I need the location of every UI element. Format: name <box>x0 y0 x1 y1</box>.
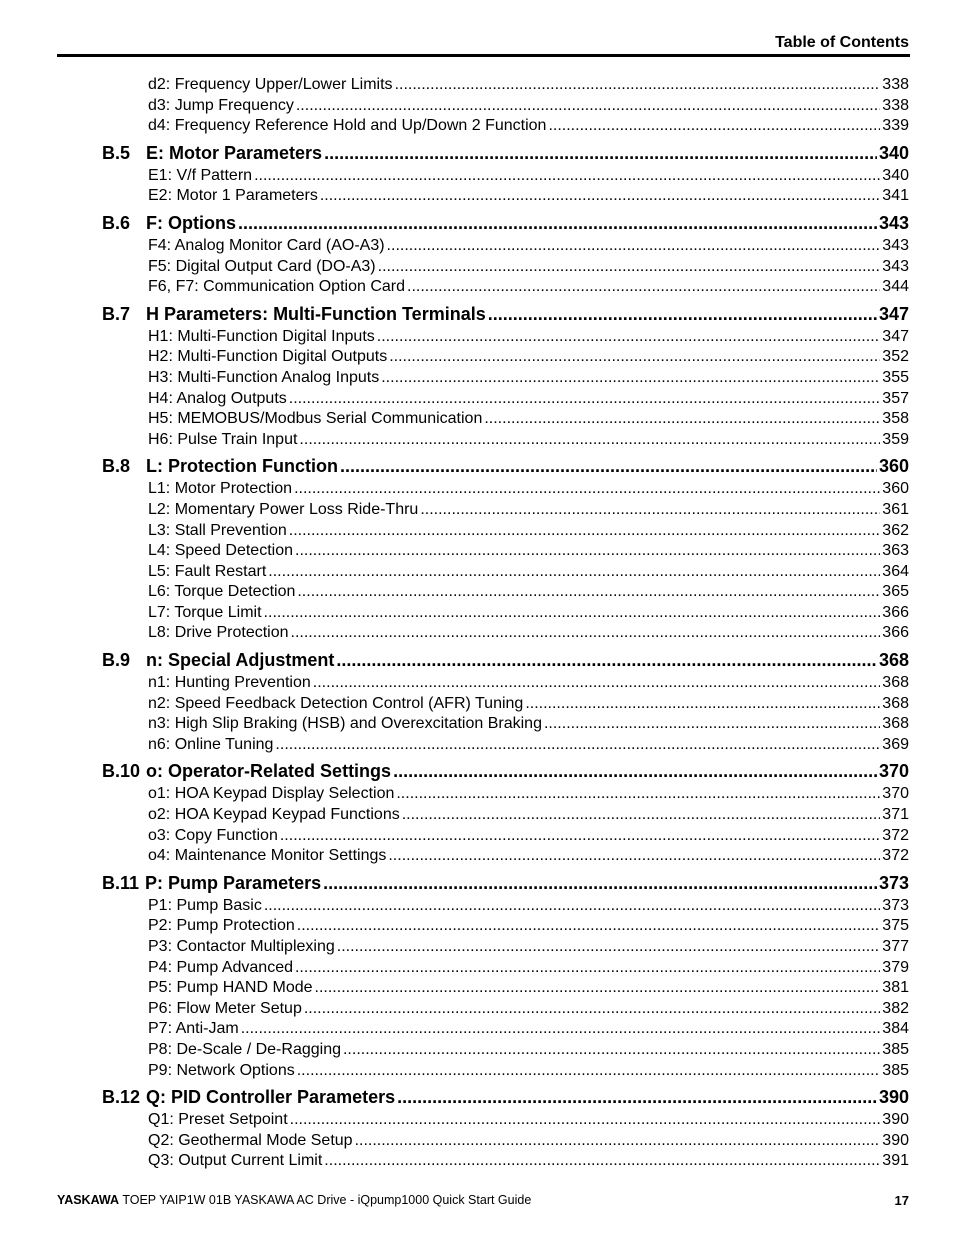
toc-section-label <box>102 211 236 235</box>
toc-entry-row[interactable] <box>102 368 909 389</box>
dot-leader <box>323 871 877 895</box>
toc-entry-row[interactable] <box>102 1040 909 1061</box>
toc-page-number: 368 <box>882 694 909 712</box>
dot-leader <box>389 347 880 368</box>
toc-page-number: 360 <box>878 456 909 477</box>
toc-page-number: 375 <box>882 917 909 935</box>
dot-leader <box>289 521 881 542</box>
toc-entry-label <box>148 562 266 583</box>
toc-page-number: 390 <box>882 1131 909 1149</box>
toc-page-number: 390 <box>882 1111 909 1129</box>
dot-leader <box>289 389 881 410</box>
dot-leader <box>336 648 877 672</box>
dot-leader <box>340 454 877 478</box>
dot-leader <box>275 735 880 756</box>
dot-leader <box>241 1019 881 1040</box>
toc-entry-row[interactable] <box>102 582 909 603</box>
toc-section-row[interactable] <box>102 302 909 326</box>
toc-page-number: 368 <box>882 715 909 733</box>
table-of-contents <box>102 75 909 1172</box>
toc-entry-label <box>148 805 400 826</box>
dot-leader <box>295 541 880 562</box>
toc-entry-label <box>148 116 546 137</box>
dot-leader <box>297 1061 881 1082</box>
toc-page-number: 359 <box>882 430 909 448</box>
toc-entry-label <box>148 368 379 389</box>
toc-entry-label <box>148 978 313 999</box>
toc-section-code: B.10 <box>102 761 141 782</box>
toc-entry-row[interactable] <box>102 541 909 562</box>
toc-page-number: 370 <box>882 785 909 803</box>
dot-leader <box>264 603 881 624</box>
toc-title: P7: Anti-Jam <box>148 1020 239 1038</box>
dot-leader <box>488 302 877 326</box>
toc-section-code: B.8 <box>102 456 131 477</box>
toc-entry-row[interactable] <box>102 347 909 368</box>
toc-entry-label <box>148 623 289 644</box>
toc-entry-row[interactable] <box>102 1019 909 1040</box>
toc-section-code: B.7 <box>102 303 131 324</box>
toc-entry-row[interactable] <box>102 116 909 137</box>
toc-entry-label <box>148 75 393 96</box>
toc-entry-label <box>148 1019 239 1040</box>
toc-page-number: 344 <box>882 278 909 296</box>
toc-page-number: 385 <box>882 1040 909 1058</box>
dot-leader <box>381 368 880 389</box>
toc-title: Q2: Geothermal Mode Setup <box>148 1131 353 1149</box>
toc-entry-label <box>148 541 293 562</box>
toc-entry-row[interactable] <box>102 562 909 583</box>
toc-page-number: 338 <box>882 96 909 114</box>
dot-leader <box>238 211 877 235</box>
toc-entry-row[interactable] <box>102 694 909 715</box>
toc-entry-row[interactable] <box>102 784 909 805</box>
toc-page-number: 352 <box>882 348 909 366</box>
dot-leader <box>297 582 880 603</box>
toc-entry-row[interactable] <box>102 978 909 999</box>
toc-entry-label <box>148 277 405 298</box>
toc-entry-row[interactable] <box>102 826 909 847</box>
toc-title: F5: Digital Output Card (DO-A3) <box>148 257 376 275</box>
dot-leader <box>304 999 880 1020</box>
toc-title: F4: Analog Monitor Card (AO-A3) <box>148 236 385 254</box>
dot-leader <box>324 141 877 165</box>
toc-entry-label <box>148 714 542 735</box>
dot-leader <box>387 236 881 257</box>
toc-page-number: 363 <box>882 542 909 560</box>
toc-section-code: B.12 <box>102 1087 141 1108</box>
footer-text: TOEP YAIP1W 01B YASKAWA AC Drive - iQpump1000 Quick Start Guide <box>122 1193 532 1207</box>
toc-title: Q3: Output Current Limit <box>148 1152 323 1170</box>
toc-section-label <box>102 871 321 895</box>
toc-entry-row[interactable] <box>102 277 909 298</box>
toc-section-label <box>102 1085 395 1109</box>
toc-entry-label <box>148 1040 341 1061</box>
dot-leader <box>268 562 880 583</box>
toc-entry-row[interactable] <box>102 958 909 979</box>
toc-entry-row[interactable] <box>102 673 909 694</box>
dot-leader <box>324 1151 880 1172</box>
toc-entry-row[interactable] <box>102 1110 909 1131</box>
toc-entry-label <box>148 1110 288 1131</box>
toc-entry-label <box>148 166 252 187</box>
toc-entry-label <box>148 389 287 410</box>
toc-title: H Parameters: Multi-Function Terminals <box>146 303 486 324</box>
toc-title: P8: De-Scale / De-Ragging <box>148 1040 341 1058</box>
toc-entry-label <box>148 937 335 958</box>
toc-title: F: Options <box>146 212 236 233</box>
toc-entry-label <box>148 347 387 368</box>
toc-title: o2: HOA Keypad Keypad Functions <box>148 806 400 824</box>
dot-leader <box>484 409 880 430</box>
toc-section-code: B.9 <box>102 650 131 671</box>
toc-entry-label <box>148 1151 322 1172</box>
toc-page-number: 362 <box>882 521 909 539</box>
toc-page-number: 366 <box>882 624 909 642</box>
dot-leader <box>294 479 880 500</box>
toc-page-number: 370 <box>878 761 909 782</box>
dot-leader <box>315 978 881 999</box>
footer-brand: YASKAWA <box>57 1193 120 1207</box>
toc-page-number: 368 <box>882 674 909 692</box>
dot-leader <box>377 327 881 348</box>
toc-page-number: 347 <box>882 327 909 345</box>
toc-title: H6: Pulse Train Input <box>148 430 298 448</box>
toc-entry-row[interactable] <box>102 500 909 521</box>
toc-page-number: 369 <box>882 735 909 753</box>
dot-leader <box>290 1110 881 1131</box>
dot-leader <box>378 257 881 278</box>
toc-page-number: 377 <box>882 938 909 955</box>
toc-title: H2: Multi-Function Digital Outputs <box>148 348 388 366</box>
toc-section-code: B.6 <box>102 212 131 233</box>
toc-title: H4: Analog Outputs <box>148 389 287 407</box>
toc-title: P5: Pump HAND Mode <box>148 979 313 997</box>
toc-entry-row[interactable] <box>102 521 909 542</box>
toc-entry-label <box>148 327 375 348</box>
toc-page-number: 371 <box>882 806 909 824</box>
dot-leader <box>297 916 881 937</box>
toc-page-number: 385 <box>882 1061 909 1079</box>
toc-entry-label <box>148 916 295 937</box>
toc-title: o4: Maintenance Monitor Settings <box>148 847 387 865</box>
dot-leader <box>388 846 880 867</box>
dot-leader <box>396 784 880 805</box>
toc-entry-row[interactable] <box>102 236 909 257</box>
toc-entry-row[interactable] <box>102 186 909 207</box>
toc-page-number: 381 <box>882 979 909 997</box>
toc-entry-label <box>148 999 302 1020</box>
toc-title: n6: Online Tuning <box>148 735 274 753</box>
toc-page-number: 358 <box>882 410 909 428</box>
dot-leader <box>264 896 880 917</box>
toc-entry-row[interactable] <box>102 389 909 410</box>
dot-leader <box>299 430 880 451</box>
toc-entry-label <box>148 236 385 257</box>
dot-leader <box>254 166 880 187</box>
toc-page-number: 373 <box>878 872 909 893</box>
toc-entry-row[interactable] <box>102 1151 909 1172</box>
toc-title: P9: Network Options <box>148 1061 295 1079</box>
toc-entry-row[interactable] <box>102 846 909 867</box>
dot-leader <box>337 937 881 958</box>
dot-leader <box>407 277 880 298</box>
dot-leader <box>402 805 881 826</box>
toc-entry-label <box>148 896 262 917</box>
toc-title: d3: Jump Frequency <box>148 96 294 114</box>
toc-title: L5: Fault Restart <box>148 562 267 580</box>
toc-page-number: 347 <box>878 303 909 324</box>
toc-page-number: 391 <box>882 1152 909 1170</box>
toc-section-label <box>102 759 391 783</box>
toc-entry-label <box>148 735 273 756</box>
dot-leader <box>395 75 881 96</box>
header-rule <box>57 54 910 57</box>
toc-title: P6: Flow Meter Setup <box>148 999 302 1017</box>
toc-page-number: 340 <box>882 166 909 184</box>
toc-page-number: 338 <box>882 76 909 93</box>
toc-title: E1: V/f Pattern <box>148 166 253 184</box>
toc-entry-label <box>148 958 293 979</box>
toc-section-code: B.5 <box>102 142 131 163</box>
dot-leader <box>343 1040 880 1061</box>
toc-entry-label <box>148 673 311 694</box>
toc-section-label <box>102 302 486 326</box>
dot-leader <box>320 186 880 207</box>
toc-entry-label <box>148 479 292 500</box>
toc-title: L8: Drive Protection <box>148 624 289 642</box>
dot-leader <box>544 714 880 735</box>
toc-page-number: 343 <box>882 257 909 275</box>
toc-page-number: 365 <box>882 583 909 601</box>
toc-entry-label <box>148 784 394 805</box>
footer <box>57 1193 531 1207</box>
toc-title: Q: PID Controller Parameters <box>146 1087 396 1108</box>
toc-title: d4: Frequency Reference Hold and Up/Down 2 Function <box>148 117 547 135</box>
toc-page-number: 372 <box>882 847 909 865</box>
toc-section-row[interactable] <box>102 141 909 165</box>
toc-entry-row[interactable] <box>102 805 909 826</box>
toc-entry-row[interactable] <box>102 623 909 644</box>
toc-title: L6: Torque Detection <box>148 583 296 601</box>
toc-page-number: 372 <box>882 826 909 844</box>
dot-leader <box>525 694 880 715</box>
toc-section-row[interactable] <box>102 648 909 672</box>
toc-entry-label <box>148 430 297 451</box>
toc-entry-label <box>148 96 294 117</box>
dot-leader <box>420 500 880 521</box>
toc-page-number: 384 <box>882 1020 909 1038</box>
toc-entry-row[interactable] <box>102 937 909 958</box>
toc-title: P2: Pump Protection <box>148 917 295 935</box>
toc-title: n: Special Adjustment <box>146 650 335 671</box>
toc-title: n3: High Slip Braking (HSB) and Overexcitation Braking <box>148 715 542 733</box>
toc-title: Q1: Preset Setpoint <box>148 1111 288 1129</box>
toc-entry-row[interactable] <box>102 896 909 917</box>
toc-entry-row[interactable] <box>102 999 909 1020</box>
toc-title: P: Pump Parameters <box>145 872 322 893</box>
toc-page-number: 341 <box>882 187 909 205</box>
toc-entry-row[interactable] <box>102 75 909 96</box>
toc-entry-row[interactable] <box>102 257 909 278</box>
toc-title: o: Operator-Related Settings <box>146 761 392 782</box>
dot-leader <box>280 826 880 847</box>
toc-title: F6, F7: Communication Option Card <box>148 278 405 296</box>
toc-page-number: 368 <box>878 650 909 671</box>
toc-title: P3: Contactor Multiplexing <box>148 938 335 955</box>
footer-page-number: 17 <box>894 1193 909 1208</box>
toc-title: L3: Stall Prevention <box>148 521 287 539</box>
toc-page-number: 339 <box>882 117 909 135</box>
toc-entry-row[interactable] <box>102 1061 909 1082</box>
toc-section-row[interactable] <box>102 454 909 478</box>
toc-title: L: Protection Function <box>146 456 338 477</box>
dot-leader <box>291 623 881 644</box>
toc-title: d2: Frequency Upper/Lower Limits <box>148 76 393 93</box>
toc-entry-label <box>148 521 287 542</box>
toc-page-number: 379 <box>882 958 909 976</box>
toc-title: H1: Multi-Function Digital Inputs <box>148 327 375 345</box>
toc-section-row[interactable] <box>102 871 909 895</box>
toc-entry-label <box>148 257 376 278</box>
toc-entry-row[interactable] <box>102 409 909 430</box>
toc-page-number: 382 <box>882 999 909 1017</box>
toc-section-row[interactable] <box>102 1085 909 1109</box>
toc-entry-label <box>148 1131 353 1152</box>
toc-section-label <box>102 454 338 478</box>
toc-entry-row[interactable] <box>102 714 909 735</box>
toc-title: H5: MEMOBUS/Modbus Serial Communication <box>148 410 483 428</box>
toc-page-number: 361 <box>882 500 909 518</box>
toc-entry-label <box>148 409 482 430</box>
toc-entry-row[interactable] <box>102 166 909 187</box>
dot-leader <box>295 958 880 979</box>
toc-page-number: 355 <box>882 368 909 386</box>
toc-entry-row[interactable] <box>102 603 909 624</box>
toc-section-code: B.11 <box>102 872 140 893</box>
toc-title: L4: Speed Detection <box>148 542 293 560</box>
toc-page-number: 343 <box>878 212 909 233</box>
toc-entry-row[interactable] <box>102 916 909 937</box>
toc-entry-label <box>148 1061 295 1082</box>
toc-title: n1: Hunting Prevention <box>148 674 311 692</box>
toc-page-number: 343 <box>882 236 909 254</box>
dot-leader <box>397 1085 877 1109</box>
toc-entry-row[interactable] <box>102 479 909 500</box>
toc-title: L7: Torque Limit <box>148 603 262 621</box>
toc-entry-label <box>148 582 295 603</box>
toc-entry-label <box>148 186 318 207</box>
toc-page-number: 340 <box>878 142 909 163</box>
toc-title: L2: Momentary Power Loss Ride-Thru <box>148 500 419 518</box>
toc-title: P1: Pump Basic <box>148 896 262 914</box>
toc-title: o3: Copy Function <box>148 826 278 844</box>
toc-entry-label <box>148 694 523 715</box>
toc-entry-label <box>148 826 278 847</box>
toc-page-number: 360 <box>882 480 909 498</box>
toc-entry-label <box>148 603 262 624</box>
toc-page-number: 357 <box>882 389 909 407</box>
toc-page-number: 364 <box>882 562 909 580</box>
dot-leader <box>296 96 880 117</box>
dot-leader <box>393 759 877 783</box>
toc-entry-row[interactable] <box>102 1131 909 1152</box>
header-title: Table of Contents <box>775 34 909 51</box>
dot-leader <box>355 1131 881 1152</box>
toc-section-row[interactable] <box>102 211 909 235</box>
toc-entry-row[interactable] <box>102 430 909 451</box>
toc-page-number: 390 <box>878 1087 909 1108</box>
toc-entry-label <box>148 846 386 867</box>
dot-leader <box>313 673 881 694</box>
toc-title: H3: Multi-Function Analog Inputs <box>148 368 380 386</box>
toc-entry-row[interactable] <box>102 96 909 117</box>
toc-title: n2: Speed Feedback Detection Control (AFR) Tuning <box>148 694 524 712</box>
toc-title: E: Motor Parameters <box>146 142 323 163</box>
toc-page-number: 366 <box>882 603 909 621</box>
toc-entry-row[interactable] <box>102 735 909 756</box>
toc-section-row[interactable] <box>102 759 909 783</box>
toc-section-label <box>102 141 322 165</box>
toc-title: E2: Motor 1 Parameters <box>148 187 318 205</box>
toc-entry-label <box>148 500 418 521</box>
toc-section-label <box>102 648 334 672</box>
dot-leader <box>548 116 880 137</box>
toc-title: L1: Motor Protection <box>148 480 293 498</box>
toc-title: o1: HOA Keypad Display Selection <box>148 785 395 803</box>
toc-entry-row[interactable] <box>102 327 909 348</box>
toc-page-number: 373 <box>882 896 909 914</box>
toc-title: P4: Pump Advanced <box>148 958 293 976</box>
